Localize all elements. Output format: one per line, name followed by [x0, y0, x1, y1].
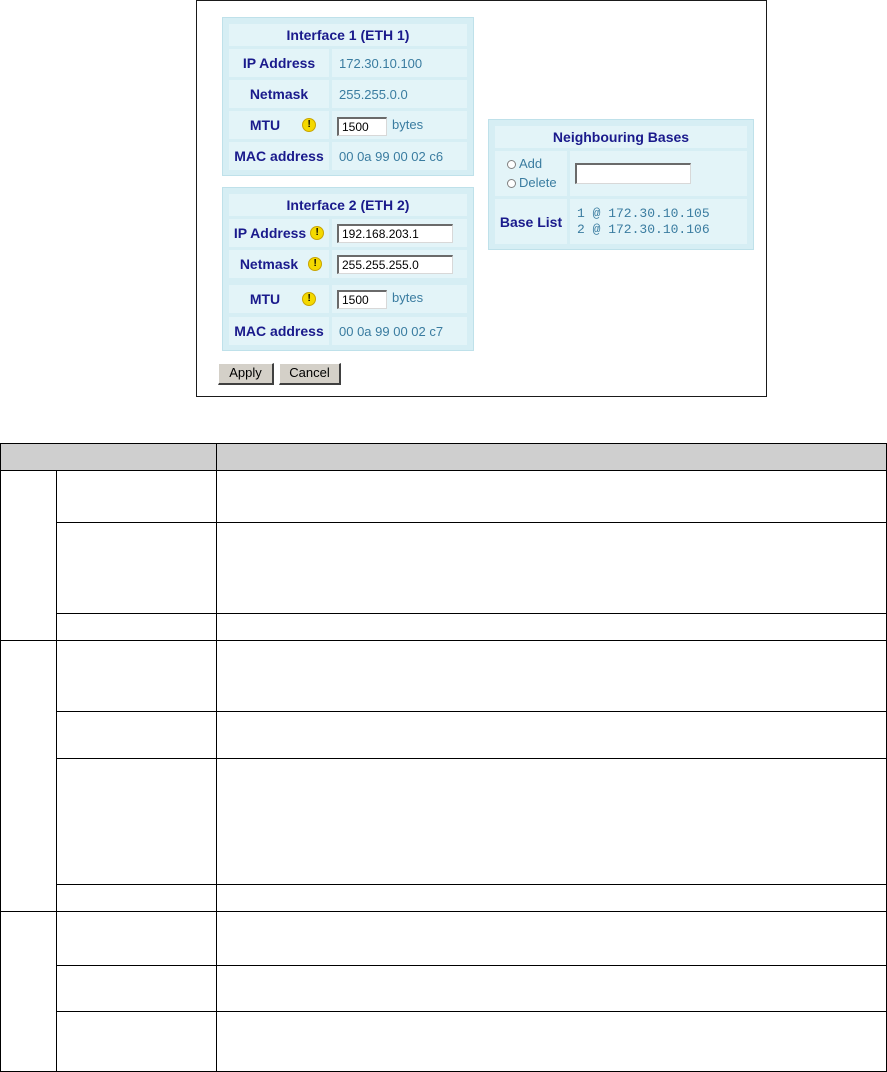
- neighbouring-bases-title: Neighbouring Bases: [495, 126, 747, 148]
- interface2-ip-label: IP Address: [233, 225, 307, 241]
- add-radio-row[interactable]: [507, 156, 542, 171]
- table-row-line: [56, 711, 887, 712]
- interface2-mtu-label-cell: [229, 285, 329, 313]
- interface2-netmask-label-cell: [229, 250, 329, 278]
- interface1-ip-value: 172.30.10.100: [332, 49, 467, 77]
- base-input-cell: [570, 151, 747, 196]
- interface2-mtu-label: MTU: [249, 291, 281, 307]
- description-table: [0, 443, 887, 1072]
- delete-radio[interactable]: [507, 179, 516, 188]
- interface1-netmask-value: 255.255.0.0: [332, 80, 467, 108]
- add-delete-cell: [495, 151, 567, 196]
- base-list-item: 1 @ 172.30.10.105: [577, 206, 710, 221]
- interface2-title: Interface 2 (ETH 2): [229, 194, 467, 216]
- table-row-line: [56, 965, 887, 966]
- interface1-mtu-input[interactable]: 1500: [337, 117, 387, 136]
- table-header-line: [0, 470, 887, 471]
- interface2-netmask-cell: [332, 250, 467, 278]
- base-address-input[interactable]: [575, 163, 691, 184]
- neighbouring-bases-panel: [488, 119, 754, 250]
- interface1-ip-label: IP Address: [229, 49, 329, 77]
- table-group-line: [0, 911, 887, 912]
- table-row-line: [56, 884, 887, 885]
- interface1-netmask-label: Netmask: [229, 80, 329, 108]
- table-row-line: [56, 522, 887, 523]
- interface1-mtu-unit: bytes: [392, 117, 424, 132]
- interface1-mac-value: 00 0a 99 00 02 c6: [332, 142, 467, 170]
- table-header-row: [0, 443, 887, 470]
- table-group-line: [0, 640, 887, 641]
- interface2-ip-label-cell: [229, 219, 329, 247]
- interface2-ip-cell: [332, 219, 467, 247]
- interface2-mac-value: 00 0a 99 00 02 c7: [332, 317, 467, 345]
- interface2-mtu-input[interactable]: 1500: [337, 290, 387, 309]
- interface2-mtu-cell: [332, 285, 467, 313]
- interface2-netmask-input[interactable]: 255.255.255.0: [337, 255, 453, 274]
- interface1-mtu-label: MTU: [249, 117, 281, 133]
- table-group-divider: [56, 470, 57, 1072]
- interface1-title: Interface 1 (ETH 1): [229, 24, 467, 46]
- add-radio[interactable]: [507, 160, 516, 169]
- table-row-line: [56, 1011, 887, 1012]
- delete-radio-row[interactable]: [507, 175, 557, 190]
- cancel-button[interactable]: Cancel: [279, 363, 341, 385]
- add-radio-label: Add: [519, 156, 543, 171]
- network-settings-window: [196, 0, 767, 397]
- delete-radio-label: Delete: [519, 175, 557, 190]
- table-border-top: [0, 443, 887, 444]
- interface2-panel: [222, 187, 474, 351]
- apply-button[interactable]: Apply: [218, 363, 274, 385]
- warning-icon: !: [308, 257, 322, 271]
- interface1-panel: [222, 17, 474, 176]
- table-row-line: [56, 758, 887, 759]
- interface1-mac-label: MAC address: [229, 142, 329, 170]
- warning-icon: !: [302, 292, 316, 306]
- warning-icon: !: [302, 118, 316, 132]
- interface1-mtu-cell: [332, 111, 467, 139]
- interface2-netmask-label: Netmask: [239, 256, 299, 272]
- interface2-mtu-unit: bytes: [392, 290, 424, 305]
- warning-icon: !: [310, 226, 324, 240]
- table-row-line: [56, 613, 887, 614]
- interface1-mtu-label-cell: [229, 111, 329, 139]
- base-list-item: 2 @ 172.30.10.106: [577, 222, 710, 237]
- table-border-left: [0, 443, 1, 1072]
- interface2-ip-input[interactable]: 192.168.203.1: [337, 224, 453, 243]
- interface2-mac-label: MAC address: [229, 317, 329, 345]
- base-list: [570, 199, 747, 244]
- base-list-label: Base List: [495, 199, 567, 244]
